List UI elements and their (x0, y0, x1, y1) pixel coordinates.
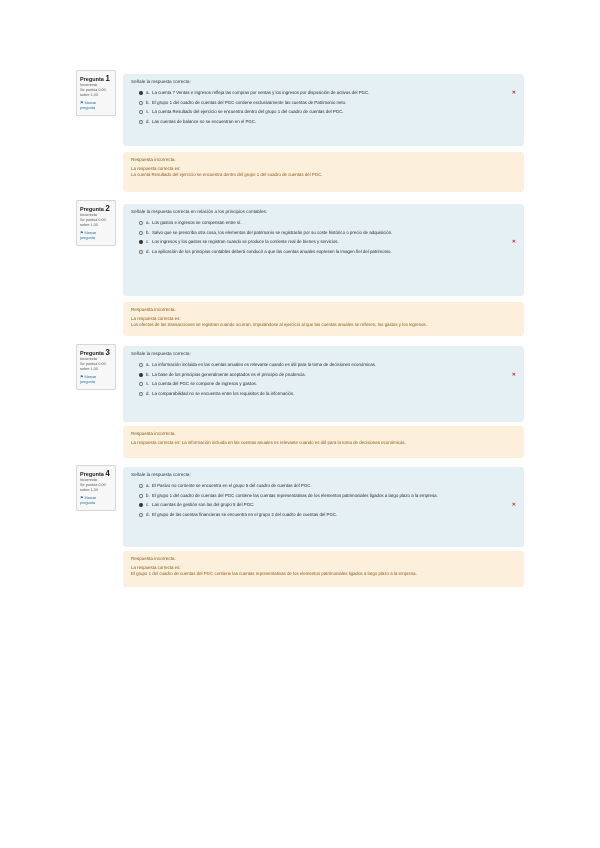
flag-icon: ⚑ (80, 100, 84, 105)
question-score-max: sobre 1,00 (80, 367, 98, 372)
flag-question-link[interactable]: ⚑ Marcar pregunta (80, 230, 97, 240)
radio-button[interactable] (139, 101, 143, 105)
answer-letter: c. (146, 239, 150, 244)
question-feedback (123, 551, 524, 587)
answer-letter: c. (146, 381, 150, 386)
incorrect-icon: ✕ (511, 90, 516, 96)
question-score-max: sobre 1,00 (80, 488, 98, 493)
answer-letter: d. (146, 248, 150, 254)
feedback-line: La respuesta correcta es: La información incluida en las cuentas anuales es relevante cuando es útil para la toma de decisiones económicas. (131, 440, 406, 445)
answer-letter: a. (146, 483, 150, 488)
answer-text: El grupo de las cuentas financieras se encuentra en el grupo 2 del cuadro de cuentas del PGC. (152, 511, 338, 517)
flag-icon: ⚑ (80, 374, 84, 379)
answer-letter: d. (146, 511, 150, 517)
answer-option[interactable] (139, 109, 516, 115)
question-status: Incorrecta (80, 83, 97, 87)
question-info (76, 200, 116, 246)
answer-option[interactable] (139, 483, 516, 489)
answer-option[interactable] (139, 230, 516, 236)
answer-letter: c. (146, 109, 150, 114)
feedback-line: El grupo 1 del cuadro de cuentas del PGC contiene las cuentas representativas de los elementos patrimoniales ligados a largo plazo a la empresa. (131, 571, 417, 576)
radio-button[interactable] (139, 484, 143, 488)
question-formulation (123, 467, 524, 547)
radio-button[interactable] (139, 363, 143, 367)
answer-option[interactable] (139, 372, 516, 378)
answer-text: La cuenta del PGC se compone de ingresos y gastos. (152, 381, 257, 386)
question-number: 2 (105, 204, 110, 213)
flag-question-link[interactable]: ⚑ Marcar pregunta (80, 100, 97, 110)
radio-button[interactable] (139, 503, 143, 507)
feedback-line: La cuenta Resultado del ejercicio se encuentra dentro del grupo 1 del cuadro de cuentas del PGC. (131, 172, 323, 177)
feedback-line: Los efectos de las transacciones se registran cuando ocurran, imputándose al ejercicio al que las cuentas anuales se refieren, los gastos y los ingresos. (131, 322, 427, 327)
answer-letter: b. (146, 492, 150, 498)
answer-letter: a. (146, 362, 150, 367)
question-feedback (123, 302, 524, 336)
radio-button[interactable] (139, 231, 143, 235)
feedback-title: Respuesta incorrecta. (131, 307, 176, 312)
feedback-title: Respuesta incorrecta. (131, 431, 176, 436)
question-title: Pregunta 3 (80, 348, 110, 357)
answer-text: El Pasivo no corriente se encuentra en el grupo 5 del cuadro de cuentas del PGC. (152, 483, 312, 488)
radio-button[interactable] (139, 110, 143, 114)
question-feedback (123, 426, 524, 458)
answer-option[interactable] (139, 391, 516, 397)
question-number: 3 (105, 348, 110, 357)
radio-button[interactable] (139, 392, 143, 396)
radio-button[interactable] (139, 494, 143, 498)
answer-option[interactable] (139, 493, 516, 499)
question-formulation (123, 74, 524, 146)
question-number: 4 (105, 469, 110, 478)
radio-button[interactable] (139, 91, 143, 95)
question-title: Pregunta 2 (80, 204, 110, 213)
radio-button[interactable] (139, 373, 143, 377)
answer-letter: a. (146, 90, 150, 95)
question-number: 1 (105, 74, 110, 83)
question-score: Se puntúa 0,00 (80, 218, 106, 223)
question-status: Incorrecta (80, 213, 97, 217)
answer-option[interactable] (139, 502, 516, 508)
radio-button[interactable] (139, 250, 143, 254)
answer-text: Salvo que se prescriba otra cosa, los elementos del patrimonio se registrarán por su coste histórico o precio de adquisición. (152, 229, 393, 235)
answer-text: La información incluida en las cuentas anuales es relevante cuando es útil para la toma de decisiones económicas. (152, 362, 377, 367)
answer-letter: b. (146, 371, 150, 377)
answer-letter: b. (146, 99, 150, 105)
answer-letter: c. (146, 502, 150, 507)
question-prompt: Señale la respuesta correcta: (131, 79, 191, 84)
question-title: Pregunta 4 (80, 469, 110, 478)
flag-question-link[interactable]: ⚑ Marcar pregunta (80, 374, 97, 384)
answer-option[interactable] (139, 239, 516, 245)
question-score-max: sobre 1,00 (80, 223, 98, 228)
question-info (76, 344, 116, 390)
answer-text: Las cuentas de gestión son las del grupo 5 del PGC. (152, 502, 255, 507)
answer-option[interactable] (139, 249, 516, 255)
question-score: Se puntúa 0,00 (80, 88, 106, 93)
answer-letter: a. (146, 220, 150, 225)
question-prompt: Señale la respuesta correcta en relación a los principios contables: (131, 209, 268, 214)
answer-text: La base de los principios generalmente aceptados es el principio de prudencia. (152, 371, 306, 377)
question-info (76, 465, 116, 511)
question-score-max: sobre 1,00 (80, 93, 98, 98)
answer-text: Las cuentas de balance no se encuentran en el PGC. (152, 118, 257, 124)
feedback-line: La respuesta correcta es: (131, 316, 181, 321)
radio-button[interactable] (139, 513, 143, 517)
answer-letter: d. (146, 390, 150, 396)
answer-option[interactable] (139, 90, 516, 96)
answer-letter: b. (146, 229, 150, 235)
radio-button[interactable] (139, 240, 143, 244)
answer-option[interactable] (139, 220, 516, 226)
answer-text: La cuenta 7 Ventas e ingresos refleja las compras por ventas y los ingresos por disposición de activos del PGC. (152, 90, 370, 95)
question-status: Incorrecta (80, 478, 97, 482)
answer-text: El grupo 1 del cuadro de cuentas del PGC contiene exclusivamente las cuentas de Patrimonio neto. (152, 99, 347, 105)
feedback-line: La respuesta correcta es: (131, 166, 181, 171)
flag-icon: ⚑ (80, 230, 84, 235)
incorrect-icon: ✕ (511, 371, 516, 378)
answer-option[interactable] (139, 119, 516, 125)
answer-option[interactable] (139, 362, 516, 368)
radio-button[interactable] (139, 382, 143, 386)
question-prompt: Señale la respuesta correcta: (131, 351, 191, 356)
feedback-title: Respuesta incorrecta. (131, 157, 176, 162)
question-title: Pregunta 1 (80, 74, 110, 83)
answer-option[interactable] (139, 512, 516, 518)
answer-text: Los ingresos y los gastos se registran cuando se produce la corriente real de bienes y servicios. (152, 239, 339, 244)
flag-icon: ⚑ (80, 495, 84, 500)
radio-button[interactable] (139, 120, 143, 124)
question-prompt: Señale la respuesta correcta: (131, 472, 191, 477)
question-info (76, 70, 116, 116)
radio-button[interactable] (139, 221, 143, 225)
answer-text: La aplicación de los principios contables deberá conducir a que las cuentas anuales expresen la imagen fiel del patrimonio. (152, 248, 392, 254)
question-status: Incorrecta (80, 357, 97, 361)
question-score: Se puntúa 0,00 (80, 362, 106, 367)
answer-text: La comparabilidad no se encuentra entre los requisitos de la información. (152, 390, 295, 396)
answer-text: La cuenta Resultado del ejercicio se encuentra dentro del grupo 1 del cuadro de cuentas del PGC. (152, 109, 344, 114)
question-score: Se puntúa 0,00 (80, 483, 106, 488)
flag-question-link[interactable]: ⚑ Marcar pregunta (80, 495, 97, 505)
answer-text: Los gastos e ingresos se compensan entre sí. (152, 220, 242, 225)
incorrect-icon: ✕ (511, 502, 516, 508)
answer-option[interactable] (139, 100, 516, 106)
answer-option[interactable] (139, 381, 516, 387)
feedback-title: Respuesta incorrecta. (131, 556, 176, 561)
feedback-line: La respuesta correcta es: (131, 565, 181, 570)
question-feedback (123, 152, 524, 192)
answer-text: El grupo 1 del cuadro de cuentas del PGC contiene las cuentas representativas de los elementos patrimoniales ligados a largo plazo a la empresa. (152, 492, 438, 498)
answer-letter: d. (146, 118, 150, 124)
incorrect-icon: ✕ (511, 239, 516, 245)
question-formulation (123, 346, 524, 422)
question-formulation (123, 204, 524, 296)
